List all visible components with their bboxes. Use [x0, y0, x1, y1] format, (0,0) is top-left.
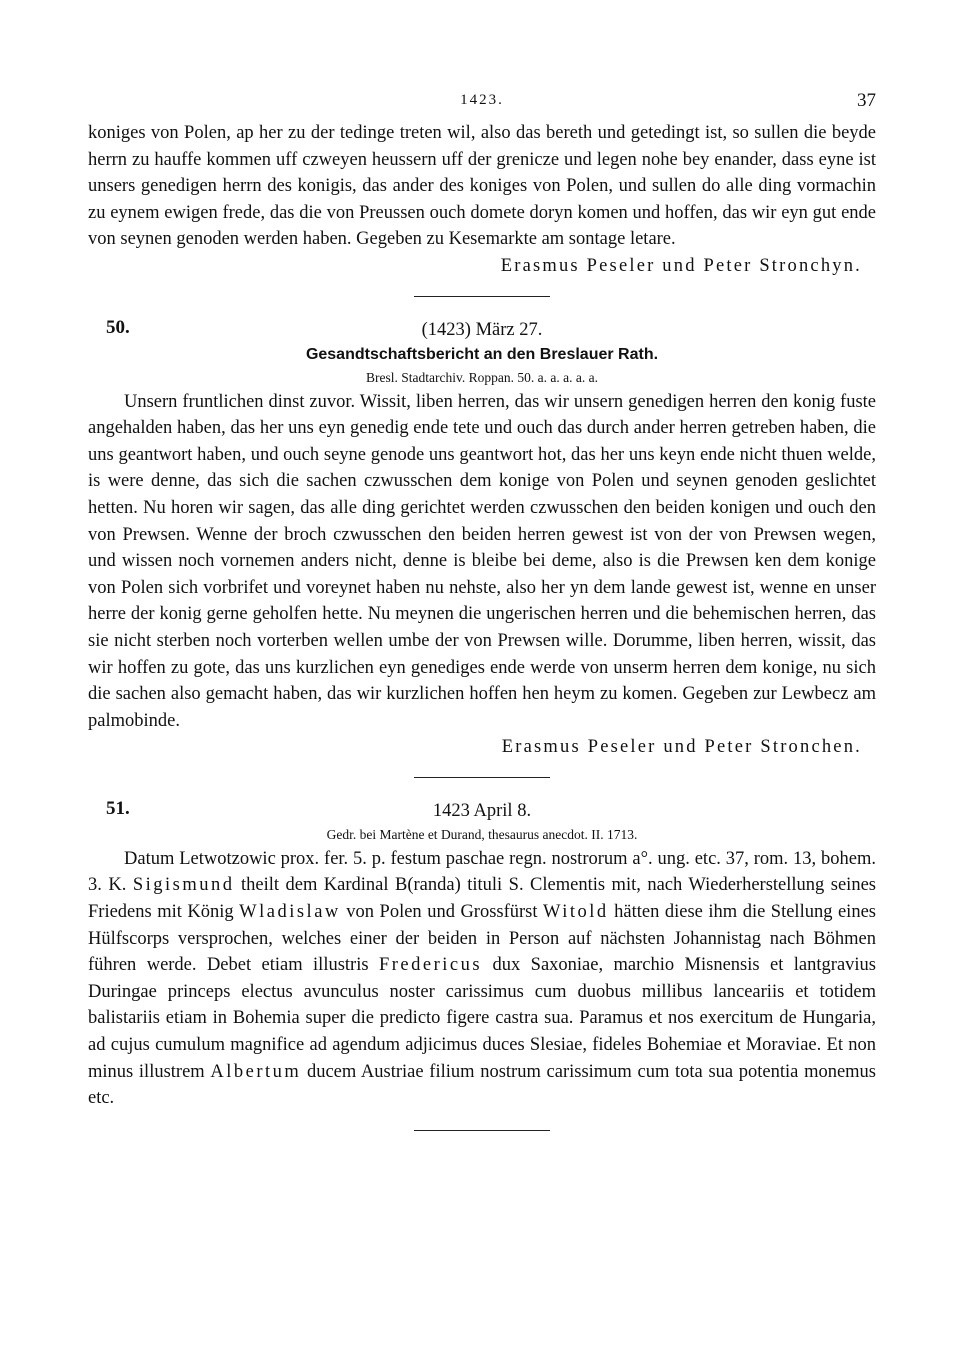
document-source: Gedr. bei Martène et Durand, thesaurus anecdot. II. 1713.	[326, 826, 638, 842]
running-header	[88, 90, 876, 120]
person-name: Wladislaw	[239, 902, 341, 923]
text-segment: hätten diese ihm die Stellung eines Hülfscorps versprochen, welches einer der beiden in Person auf nächsten Johannistag nach Böhmen führen werde. Debet etiam illustris	[88, 902, 876, 976]
person-name: Albertum	[210, 1061, 302, 1082]
text-segment: ducem Austriae filium nostrum carissimum cum tota sua potentia monemus etc.	[88, 1061, 877, 1109]
document-number: 50.	[106, 316, 130, 338]
section-divider	[414, 777, 550, 778]
continuation-signature: Erasmus Peseler und Peter Stronchyn.	[500, 255, 862, 276]
document-51-heading	[88, 798, 876, 846]
section-divider	[414, 1130, 550, 1131]
person-name: Witold	[543, 902, 609, 923]
document-50-signature: Erasmus Peseler und Peter Stronchen.	[501, 737, 862, 758]
header-year: 1423.	[460, 92, 504, 108]
document-source: Bresl. Stadtarchiv. Roppan. 50. a. a. a. a. a.	[366, 369, 598, 385]
document-51-text	[88, 846, 876, 1112]
person-name: Sigismund	[132, 875, 235, 896]
person-name: Fredericus	[378, 955, 483, 976]
text-segment: von Polen und Grossfürst	[340, 902, 544, 923]
document-50-heading	[88, 317, 876, 389]
text-segment: dux Saxoniae, marchio Misnensis et lantgravius Duringae princeps electus avunculus noster carissimus cum duobus millibus lanceariis et totidem balistariis etiam in Bohemia super die predicto figere castra sua. Paramus et nos exercitum de Hungaria, ad cujus cumulum magnifice ad agendum adjicimus duces Slesiae, fideles Bohemiae et Moraviae. Et non minus illustrem	[88, 955, 876, 1082]
continuation-text: koniges von Polen, ap her zu der tedinge treten wil, also das bereth und getedingt ist, so sullen die beyde herrn zu hauffe kommen uff czweyen heussern uff der grenicze und legen nohe bey enander, dass eyne ist unsers genedigen herrn des konigis, das ander des koniges von Polen, und sullen do alle ding vormachin zu eynem ewigen frede, das die von Preussen ouch domete doryn komen und hoffen, das wir eyn gut ende von seynen genoden werden haben. Gegeben zu Kesemarkte am sontage letare.	[88, 123, 876, 250]
document-50-text: Unsern fruntlichen dinst zuvor. Wissit, liben herren, das wir unsern genedigen herren den konig fuste angehalden haben, das her uns eyn genedig ende tete und ouch das durch ander herren getreben haben, die uns geantwort haben, und ouch seyne genode uns geantwort hot, das her uns keyn ende nicht thuen welde, is were denne, das sich die sachen czwusschen dem konige von Polen und seynen genoden geslichtet hetten. Nu horen wir sagen, das alle ding gerichtet werden czwusschen den beiden konigen und ouch den von Prewsen. Wenne der broch czwusschen den beiden herren gewest ist von der von Prewsen wegen, und wissen noch vornemen anders nicht, denne is bleibe bei deme, also is die Prewsen ken dem konige von Polen sich vorbrifet und voreynet haben nu nehste, also her yn dem lande gewest ist, wenne en unser herre der konig gerne geholfen hette. Nu meynen die ungerischen herren und die behemischen herren, das sie nicht sterben noch vorterben wellen umbe der von Prewsen wille. Dorumme, liben herren, wissit, das wir hoffen zu gote, das uns kurzlichen eyn genediges ende werde von unserm herren dem konige, nu sich die sachen also gemacht haben, das wir kurzlichen hoffen hen heym zu komen. Gegeben zur Lewbecz am palmobinde.	[88, 391, 876, 731]
text-segment: theilt dem Kardinal B(randa) tituli S. Clementis mit, nach Wiederherstellung seines Friedens mit König	[88, 875, 876, 923]
document-page	[88, 90, 876, 1131]
document-date: 1423 April 8.	[432, 800, 532, 821]
document-subject: Gesandtschaftsbericht an den Breslauer Rath.	[305, 345, 659, 363]
section-divider	[414, 296, 550, 297]
page-number: 37	[857, 90, 876, 111]
document-date: (1423) März 27.	[421, 319, 543, 340]
document-number: 51.	[106, 797, 130, 819]
text-segment: Datum Letwotzowic prox. fer. 5. p. festum paschae regn. nostrorum a°. ung. etc. 37, rom. 13, bohem. 3. K.	[88, 848, 876, 896]
